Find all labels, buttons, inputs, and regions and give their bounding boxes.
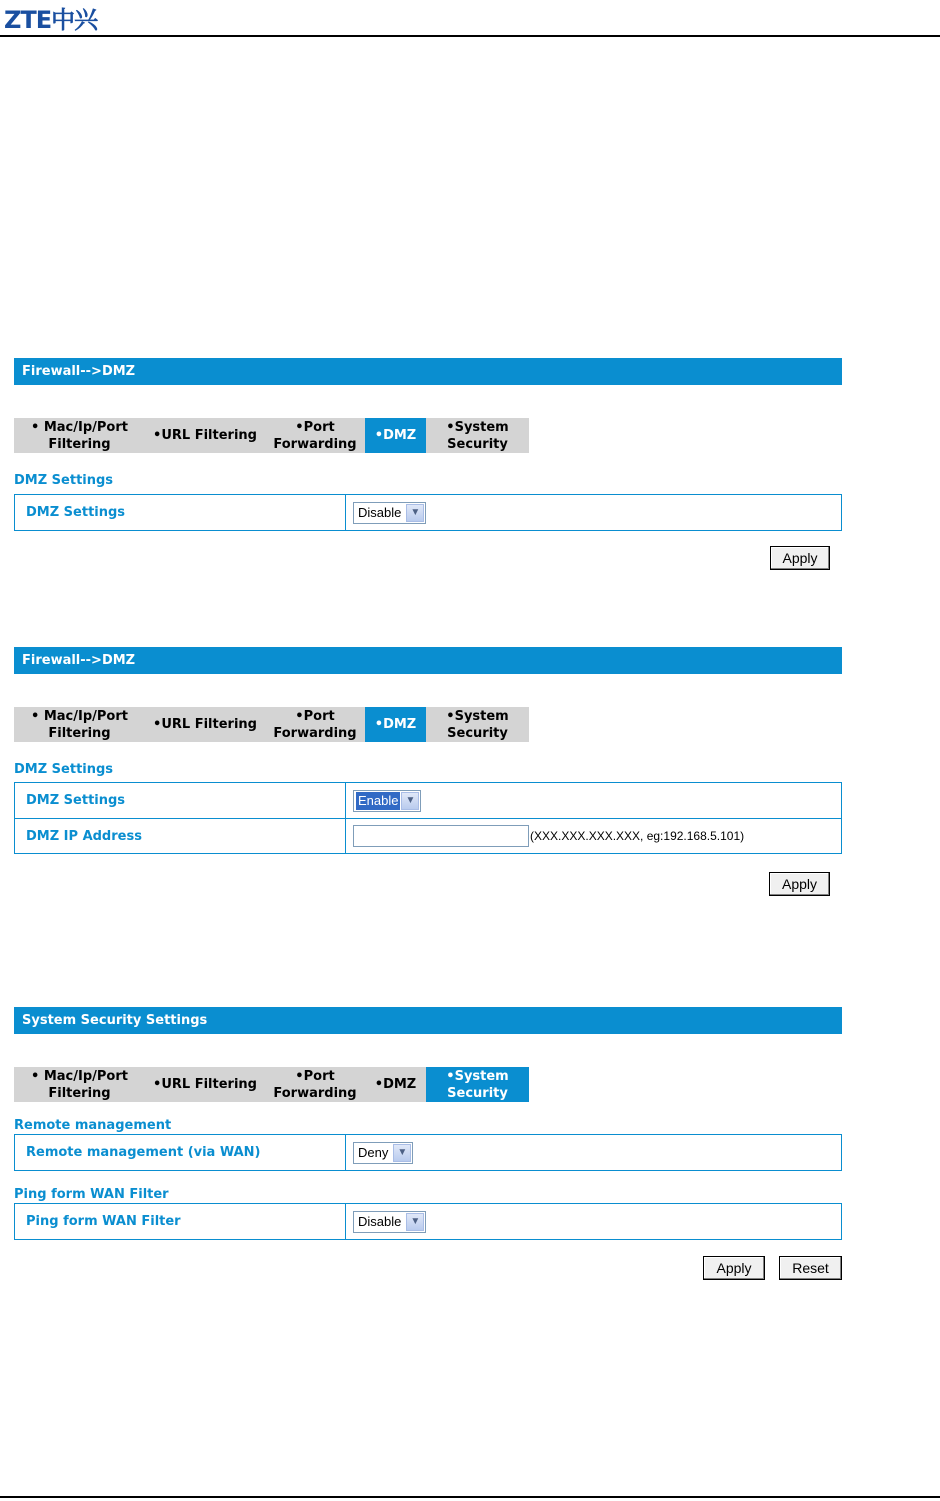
remote-management-section-label: Remote management bbox=[14, 1118, 172, 1133]
ping-filter-row bbox=[15, 1204, 841, 1239]
tab-url-filtering[interactable]: •URL Filtering bbox=[153, 717, 257, 732]
remote-management-row bbox=[15, 1135, 841, 1170]
tab-system-security[interactable]: •System Security bbox=[446, 419, 509, 452]
dmz-settings-table bbox=[14, 782, 842, 854]
ping-filter-select[interactable]: Disable ▼ bbox=[353, 1211, 426, 1233]
document-header bbox=[0, 0, 940, 40]
tab-system-security[interactable]: •System Security bbox=[426, 1067, 529, 1102]
tab-port-forwarding[interactable]: •Port Forwarding bbox=[273, 708, 357, 741]
dmz-settings-row bbox=[15, 783, 841, 818]
apply-button[interactable]: Apply bbox=[703, 1256, 765, 1280]
ping-filter-label: Ping form WAN Filter bbox=[15, 1204, 346, 1239]
panel-title: Firewall-->DMZ bbox=[14, 358, 842, 385]
system-security-panel bbox=[14, 1007, 842, 1287]
header-divider bbox=[0, 35, 940, 37]
remote-management-select[interactable]: Deny ▼ bbox=[353, 1142, 413, 1164]
firewall-tabs bbox=[14, 1067, 529, 1102]
ip-format-hint: (XXX.XXX.XXX.XXX, eg:192.168.5.101) bbox=[530, 829, 745, 843]
chevron-down-icon: ▼ bbox=[406, 504, 424, 522]
tab-url-filtering[interactable]: •URL Filtering bbox=[153, 1077, 257, 1092]
remote-management-label: Remote management (via WAN) bbox=[15, 1135, 346, 1170]
tab-port-forwarding[interactable]: •Port Forwarding bbox=[273, 1068, 357, 1101]
dmz-panel-enabled bbox=[14, 647, 842, 902]
tab-port-forwarding[interactable]: •Port Forwarding bbox=[273, 419, 357, 452]
dmz-panel-disabled bbox=[14, 358, 842, 573]
section-label: DMZ Settings bbox=[14, 762, 114, 777]
section-label: DMZ Settings bbox=[14, 473, 114, 488]
dmz-settings-row bbox=[15, 495, 841, 530]
dmz-settings-table bbox=[14, 494, 842, 531]
dmz-settings-label: DMZ Settings bbox=[15, 783, 346, 818]
dmz-settings-label: DMZ Settings bbox=[15, 495, 346, 530]
tab-dmz[interactable]: •DMZ bbox=[374, 1077, 417, 1092]
firewall-tabs bbox=[14, 707, 529, 742]
panel-title: System Security Settings bbox=[14, 1007, 842, 1034]
zte-logo: ZTE中兴 bbox=[4, 6, 98, 34]
dmz-settings-select[interactable]: Enable ▼ bbox=[353, 790, 421, 812]
tab-system-security[interactable]: •System Security bbox=[446, 708, 509, 741]
apply-button[interactable]: Apply bbox=[769, 872, 830, 896]
dmz-ip-input[interactable] bbox=[353, 825, 529, 847]
ping-filter-table bbox=[14, 1203, 842, 1240]
tab-dmz[interactable]: •DMZ bbox=[365, 707, 426, 742]
tab-mac-ip-port-filtering[interactable]: • Mac/Ip/Port Filtering bbox=[31, 1068, 128, 1101]
reset-button[interactable]: Reset bbox=[779, 1256, 842, 1280]
panel-title: Firewall-->DMZ bbox=[14, 647, 842, 674]
remote-management-table bbox=[14, 1134, 842, 1171]
tab-dmz[interactable]: •DMZ bbox=[365, 418, 426, 453]
ping-filter-section-label: Ping form WAN Filter bbox=[14, 1187, 169, 1202]
tab-mac-ip-port-filtering[interactable]: • Mac/Ip/Port Filtering bbox=[31, 419, 128, 452]
dmz-settings-select[interactable]: Disable ▼ bbox=[353, 502, 426, 524]
tab-url-filtering[interactable]: •URL Filtering bbox=[153, 428, 257, 443]
chevron-down-icon: ▼ bbox=[406, 1213, 424, 1231]
dmz-ip-row bbox=[15, 818, 841, 853]
dmz-ip-label: DMZ IP Address bbox=[15, 819, 346, 853]
firewall-tabs bbox=[14, 418, 529, 453]
chevron-down-icon: ▼ bbox=[401, 792, 419, 810]
apply-button[interactable]: Apply bbox=[770, 546, 830, 570]
footer-divider bbox=[0, 1496, 940, 1498]
tab-mac-ip-port-filtering[interactable]: • Mac/Ip/Port Filtering bbox=[31, 708, 128, 741]
chevron-down-icon: ▼ bbox=[393, 1144, 411, 1162]
